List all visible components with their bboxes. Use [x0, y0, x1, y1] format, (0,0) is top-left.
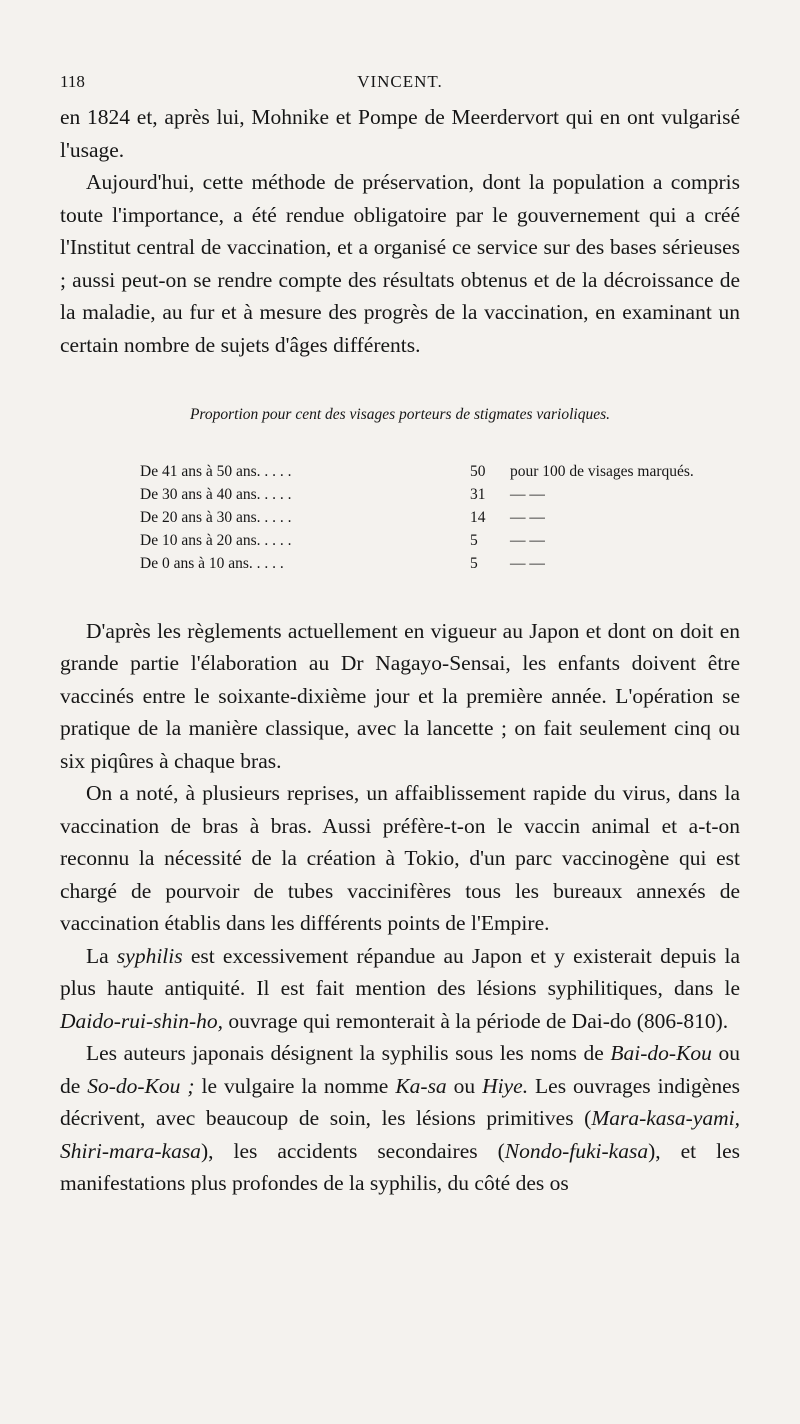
table-caption: Proportion pour cent des visages porteurs de stigmates varioliques. [189, 406, 611, 423]
text-run: est excessivement répandue au Japon et y existerait depuis la plus haute antiquité. Il est fait mention des lésions syphilitiques, dans le [60, 943, 740, 1000]
percent-value: 50 [470, 462, 486, 480]
paragraph-1: en 1824 et, après lui, Mohnike et Pompe de Meerdervort qui en ont vulgarisé l'usage. [60, 105, 740, 162]
italic-term: Hiye. [482, 1073, 529, 1098]
italic-term: Ka-sa [395, 1073, 447, 1098]
unit-label: pour 100 de visages marqués. [510, 462, 694, 480]
percent-value: 31 [470, 485, 486, 503]
paragraph-3: D'après les règlements actuellement en vigueur au Japon et dont on doit en grande partie l'élaboration au Dr Nagayo-Sensai, les enfants doivent être vaccinés entre le soixante-dixième jour et la première année. L'opération se pratique de la manière classique, avec la lancette ; on fait seulement cinq ou six piqûres à chaque bras. [60, 618, 740, 773]
text-run: ), les accidents secondaires ( [200, 1138, 505, 1163]
age-range: De 41 ans à 50 ans. . . . . [140, 462, 292, 480]
text-run: La [86, 943, 117, 968]
paragraph-4: On a noté, à plusieurs reprises, un affaiblissement rapide du virus, dans la vaccination de bras à bras. Aussi préfère-t-on le vaccin animal et a-t-on reconnu la nécessité de la création à Tokio, d'un parc vaccinogène qui est chargé de pourvoir de tubes vaccinifères tous les bureaux annexés de vaccination établis dans les différents points de l'Empire. [60, 781, 740, 935]
italic-term: Daido-rui-shin-ho, [60, 1008, 224, 1033]
text-run: ouvrage qui remonterait à la période de Dai-do (806-810). [223, 1008, 729, 1033]
table-row [140, 529, 710, 552]
text-run: le vulgaire la nomme [194, 1073, 396, 1098]
table-row [140, 506, 710, 529]
percent-value: 5 [470, 554, 478, 572]
italic-term: Mara-kasa-yami, Shiri-mara-kasa [60, 1106, 740, 1163]
age-range: De 10 ans à 20 ans. . . . . [140, 531, 292, 549]
body-text [60, 101, 740, 1200]
unit-label: — — [510, 554, 545, 572]
unit-label: — — [510, 531, 545, 549]
text-run: Les auteurs japonais désignent la syphilis sous les noms de [86, 1041, 611, 1065]
table-row [140, 552, 710, 575]
age-range: De 0 ans à 10 ans. . . . . [140, 554, 284, 572]
page-number: 118 [60, 72, 85, 91]
percent-value: 5 [470, 531, 478, 549]
text-run: Les ouvrages indigènes décrivent, avec beaucoup de soin, les lésions primitives ( [60, 1073, 741, 1130]
age-range: De 20 ans à 30 ans. . . . . [140, 508, 292, 526]
page-header [60, 72, 740, 96]
table-row [140, 483, 710, 506]
text-run: ou [446, 1073, 483, 1098]
table-row [140, 460, 710, 483]
percent-value: 14 [470, 508, 486, 526]
paragraph-5 [60, 940, 740, 1038]
paragraph-6 [60, 1037, 740, 1200]
unit-label: — — [510, 508, 545, 526]
unit-label: — — [510, 485, 545, 503]
italic-term: syphilis [116, 943, 183, 968]
proportion-table [140, 460, 710, 575]
italic-term: So-do-Kou ; [87, 1073, 195, 1098]
running-head: VINCENT. [357, 72, 443, 91]
italic-term: Nondo-fuki-kasa [504, 1138, 649, 1163]
age-range: De 30 ans à 40 ans. . . . . [140, 485, 292, 503]
italic-term: Bai-do-Kou [610, 1041, 712, 1065]
text-run: ou de [60, 1041, 740, 1098]
text-run: ), et les manifestations plus profondes de la syphilis, du côté des os [60, 1138, 740, 1195]
paragraph-2: Aujourd'hui, cette méthode de préservation, dont la population a compris toute l'importance, a été rendue obligatoire par le gouvernement qui a créé l'Institut central de vaccination, et a organisé ce service sur des bases sérieuses ; aussi peut-on se rendre compte des résultats obtenus et de la décroissance de la maladie, au fur et à mesure des progrès de la vaccination, en examinant un certain nombre de sujets d'âges différents. [60, 170, 740, 357]
